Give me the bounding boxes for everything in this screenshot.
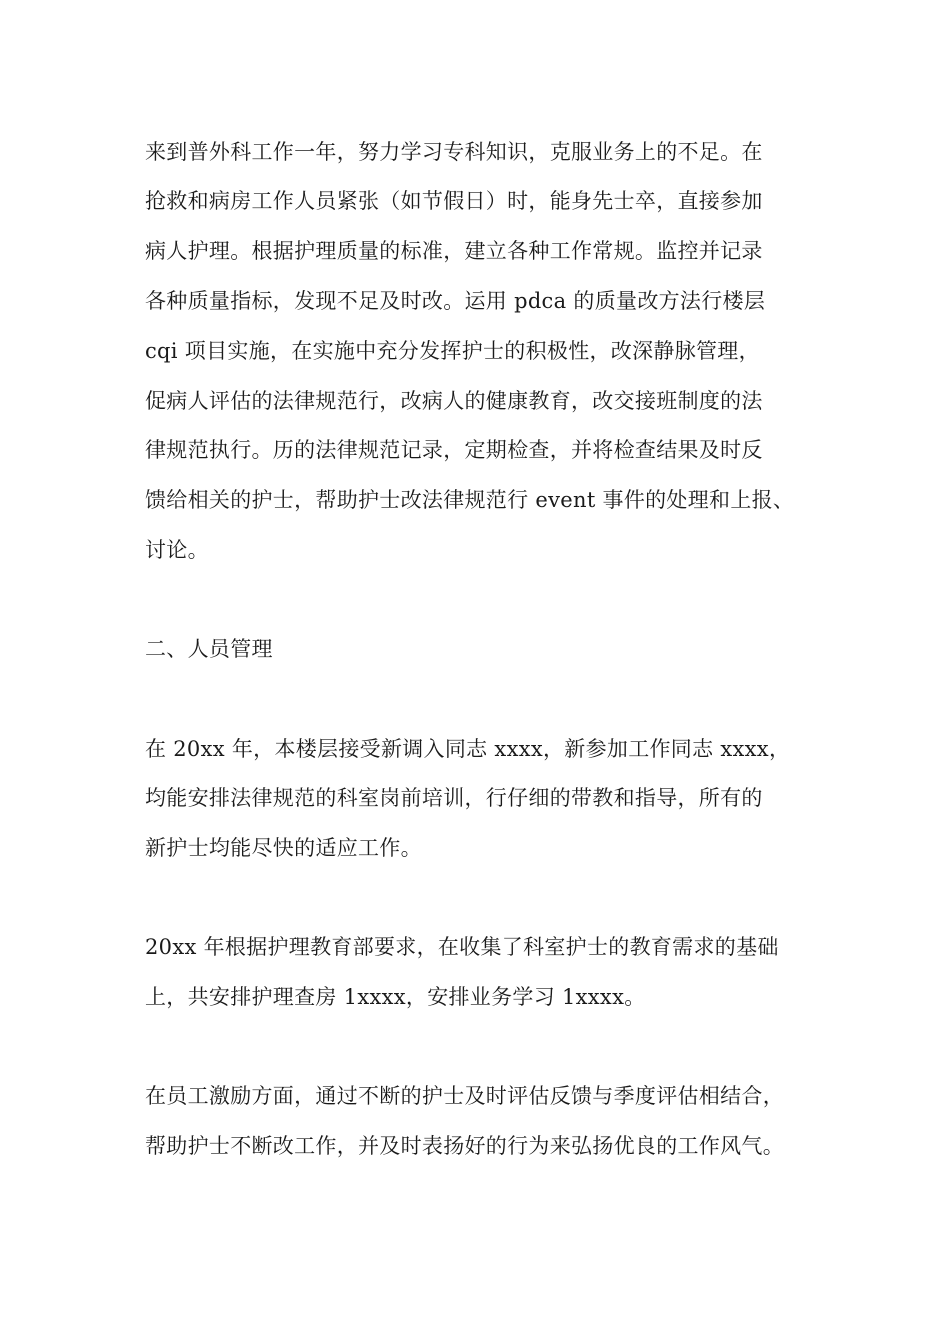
paragraph-line: 各种质量指标，发现不足及时改。运用 pdca 的质量改方法行楼层 xyxy=(145,289,766,313)
paragraph-line: 馈给相关的护士，帮助护士改法律规范行 event 事件的处理和上报、 xyxy=(145,488,795,512)
paragraph-line: 抢救和病房工作人员紧张（如节假日）时，能身先士卒，直接参加 xyxy=(145,189,763,213)
paragraph-line: 上，共安排护理查房 1xxxx，安排业务学习 1xxxx。 xyxy=(145,985,646,1009)
paragraph-line: 律规范执行。历的法律规范记录，定期检查，并将检查结果及时反 xyxy=(145,438,763,462)
paragraph-line: cqi 项目实施，在实施中充分发挥护士的积极性，改深静脉管理， xyxy=(145,339,760,363)
paragraph-line: 在员工激励方面，通过不断的护士及时评估反馈与季度评估相结合， xyxy=(145,1084,784,1108)
paragraph-line: 20xx 年根据护理教育部要求，在收集了科室护士的教育需求的基础 xyxy=(145,935,779,959)
paragraph-line: 来到普外科工作一年，努力学习专科知识，克服业务上的不足。在 xyxy=(145,140,763,164)
paragraph-line: 讨论。 xyxy=(145,538,209,562)
section-heading: 二、人员管理 xyxy=(145,637,273,661)
paragraph-line: 促病人评估的法律规范行，改病人的健康教育，改交接班制度的法 xyxy=(145,389,763,413)
paragraph-line: 帮助护士不断改工作，并及时表扬好的行为来弘扬优良的工作风气。 xyxy=(145,1134,784,1158)
paragraph-line: 均能安排法律规范的科室岗前培训，行仔细的带教和指导，所有的 xyxy=(145,786,763,810)
paragraph-line: 病人护理。根据护理质量的标准，建立各种工作常规。监控并记录 xyxy=(145,239,763,263)
paragraph-line: 在 20xx 年，本楼层接受新调入同志 xxxx，新参加工作同志 xxxx， xyxy=(145,737,791,761)
paragraph-line: 新护士均能尽快的适应工作。 xyxy=(145,836,422,860)
